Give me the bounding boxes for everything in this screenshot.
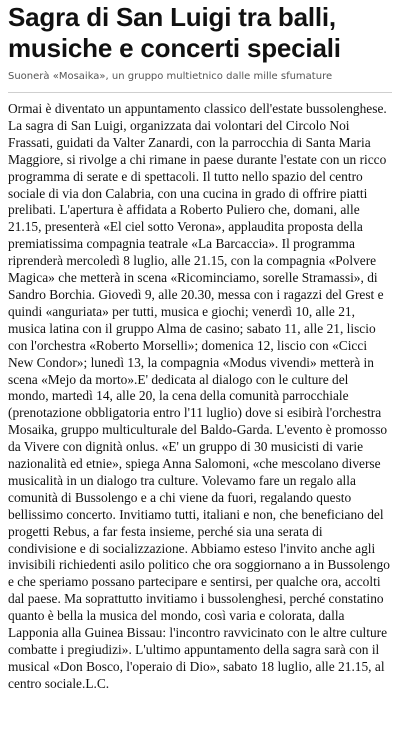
article-body: Ormai è diventato un appuntamento classico dell'estate bussolenghese. La sagra di San Luigi, organizzata dai volontari del Circolo Noi Frassati, guidati da Valter Zanardi, con la parrocchia di Santa Maria Maggiore, si rivolge a chi rimane in paese durante l'estate con un ricco programma di serate e di spettacoli. Il tutto nello spazio del centro sociale di via don Calabria, con una cucina in grado di offrire piatti prelibati. L'apertura è affidata a Roberto Puliero che, domani, alle 21.15, presenterà «El ciel sotto Verona», applaudita proposta della premiatissima compagnia teatrale «La Barcaccia». Il programma riprenderà mercoledì 8 luglio, alle 21.15, con la compagnia «Polvere Magica» che metterà in scena «Ricominciamo, sorelle Stramassi», di Sandro Borchia. Giovedì 9, alle 20.30, messa con i ragazzi del Grest e quindi «anguriata» per tutti, musica e giochi; venerdì 10, alle 21, musica latina con il gruppo Alma de casino; sabato 11, alle 21, liscio con l'orchestra «Roberto Morselli»; domenica 12, liscio con «Cicci New Condor»; lunedì 13, la compagnia «Modus vivendi» metterà in scena «Mejo da morto».E' dedicata al dialogo con le culture del mondo, martedì 14, alle 20, la cena della comunità parrocchiale (prenotazione obbligatoria entro l'11 luglio) dove si esibirà l'orchestra Mosaika, gruppo multiculturale del Baldo-Garda. L'evento è promosso da Vivere con dignità onlus. «E' un gruppo di 30 musicisti di varie nazionalità ed etnie», spiega Anna Salomoni, «che mescolano diverse musicalità in un dialogo tra culture. Volevamo fare un regalo alla comunità di Bussolengo e a chi viene da fuori, regalando questo bellissimo concerto. Invitiamo tutti, italiani e non, che beneficiano del progetti Rebus, a far festa insieme, perché sia una serata di condivisione e di socializzazione. Abbiamo esteso l'invito anche agli invisibili richiedenti asilo politico che ora soggiornano a in Bussolengo e che speriamo possano partecipare e sentirsi, per qualche ora, accolti dal paese. Ma soprattutto invitiamo i bussolenghesi, perché constatino quanto è bella la musica del mondo, così varia e colorata, dalla Lapponia alla Guinea Bissau: l'incontro ravvicinato con le altre culture combatte i pregiudizi». L'ultimo appuntamento della sagra sarà con il musical «Don Bosco, l'operaio di Dio», sabato 18 luglio, alle 21.15, al centro sociale.L.C. bbox=[8, 101, 390, 691]
divider bbox=[8, 92, 392, 93]
article-subhead: Suonerà «Mosaika», un gruppo multietnico dalle mille sfumature bbox=[8, 71, 333, 82]
article-headline: Sagra di San Luigi tra balli, musiche e concerti speciali bbox=[8, 2, 341, 63]
